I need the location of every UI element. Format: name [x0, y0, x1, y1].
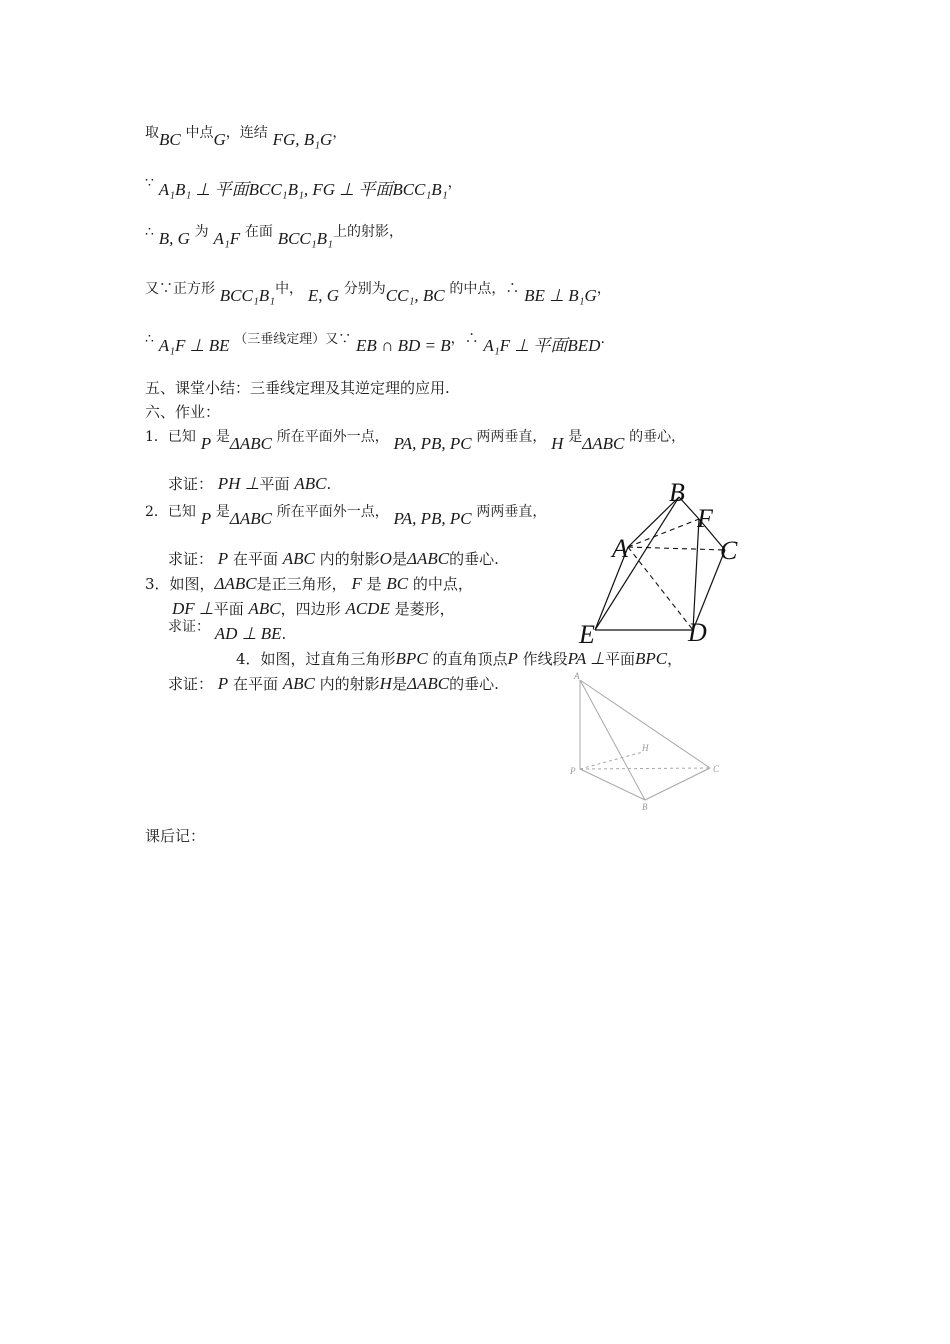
math: PA, PB, PC — [393, 509, 472, 528]
label-F: F — [697, 504, 713, 533]
problem-3 — [145, 574, 473, 594]
therefore-symbol: ∴ — [145, 224, 154, 240]
section-summary — [145, 378, 450, 398]
edge-AD-dashed — [628, 547, 693, 630]
math: A₁F — [213, 229, 241, 248]
math: PA, PB, PC — [393, 434, 472, 453]
text: . — [326, 475, 332, 493]
text: 的中点， — [412, 575, 473, 593]
text: 作线段 — [522, 650, 568, 668]
edge-AC — [580, 680, 710, 768]
text: 求证： — [168, 550, 214, 568]
text: 课后记： — [145, 827, 206, 845]
math: P — [217, 549, 229, 568]
section-homework — [145, 402, 220, 422]
text: 中， — [275, 281, 304, 297]
math: H — [551, 434, 564, 453]
figure-2-geometry — [565, 670, 735, 815]
text: 所在平面外一点， — [276, 504, 389, 520]
proof-line-1 — [145, 125, 347, 151]
label-H: H — [642, 743, 649, 753]
text: 3．如图， — [145, 575, 215, 593]
label-D: D — [688, 618, 707, 647]
math: ΔABC — [214, 574, 257, 593]
text: 是 — [215, 429, 230, 445]
math: BC — [159, 130, 181, 149]
edge-FD — [693, 519, 699, 630]
math: A₁F ⊥ BE — [158, 336, 230, 355]
math: ΔABC — [229, 434, 272, 453]
text: 又∵正方形 — [145, 281, 215, 297]
figure-1-geometry — [575, 475, 755, 650]
proof-line-3 — [145, 224, 403, 250]
therefore-symbol: ∴ — [145, 331, 154, 347]
proof-line-5 — [145, 331, 605, 358]
math: BE ⊥ B₁G — [524, 286, 597, 305]
math: A₁F ⊥ 平面BED — [483, 336, 601, 355]
math: P — [217, 674, 229, 693]
text: 在面 — [244, 224, 273, 240]
math: ΔABC — [582, 434, 625, 453]
text: 六、作业： — [145, 403, 221, 421]
math: H — [379, 674, 392, 693]
text: 是正三角形， — [256, 575, 347, 593]
math: BCC₁B₁ — [219, 286, 276, 305]
text: 内的射影 — [319, 675, 380, 693]
math: A₁B₁ ⊥ 平面BCC₁B₁, FG ⊥ 平面BCC₁B₁ — [158, 180, 448, 199]
text: 中点 — [185, 125, 214, 141]
math: ABC — [282, 549, 315, 568]
label-B: B — [642, 802, 648, 812]
math: ABC — [248, 599, 281, 618]
edge-PH-dashed — [580, 752, 643, 769]
math: CC₁, BC — [385, 286, 445, 305]
text: 两两垂直， — [476, 429, 547, 445]
math: ABC — [282, 674, 315, 693]
edge-AB — [580, 680, 645, 800]
label-A: A — [612, 534, 628, 563]
math: P — [200, 509, 212, 528]
text: 2．已知 — [145, 504, 196, 520]
edge-PC-dashed — [580, 768, 710, 769]
label-E: E — [579, 620, 595, 649]
proof-line-4 — [145, 281, 611, 307]
text: 平面 — [604, 650, 635, 668]
text: 4．如图，过直角三角形 — [236, 650, 396, 668]
text: 五、课堂小结：三垂线定理及其逆定理的应用. — [145, 379, 450, 397]
math: P — [200, 434, 212, 453]
text: 的垂心. — [449, 675, 499, 693]
text: 求证： — [168, 619, 210, 635]
text: . — [600, 331, 605, 347]
text: 内的射影 — [319, 550, 380, 568]
text: . — [281, 625, 287, 643]
math: O — [379, 549, 392, 568]
text: ， — [447, 175, 462, 191]
text: 为 — [194, 224, 209, 240]
edge-BC — [645, 768, 710, 800]
math: BPC — [635, 649, 668, 668]
text: 是 — [215, 504, 230, 520]
text: ，连结 — [225, 125, 268, 141]
math: BPC — [395, 649, 428, 668]
proof-line-2 — [145, 175, 462, 201]
math: DF ⊥ — [172, 599, 214, 618]
problem-3-cond — [172, 599, 455, 619]
text: 是 — [391, 675, 407, 693]
text: ，∴ — [450, 331, 479, 347]
label-C: C — [713, 764, 720, 774]
because-symbol: ∵ — [145, 175, 154, 191]
problem-3-prove — [168, 619, 287, 645]
math: ABC — [294, 474, 327, 493]
text: 求证： — [168, 475, 214, 493]
text: 两两垂直， — [476, 504, 547, 520]
problem-2-prove — [168, 549, 499, 569]
text: 平面 — [259, 475, 290, 493]
math: E, G — [307, 286, 340, 305]
text: 在平面 — [232, 550, 278, 568]
after-class-note — [145, 826, 205, 846]
text: ， — [332, 125, 347, 141]
math: F — [351, 574, 362, 593]
problem-2 — [145, 504, 547, 530]
math: P — [507, 649, 518, 668]
text: ，四边形 — [280, 600, 341, 618]
label-P: P — [570, 766, 576, 776]
math: PA ⊥ — [567, 649, 605, 668]
math: FG, B₁G — [272, 130, 333, 149]
math: BC — [386, 574, 409, 593]
text: 的直角顶点 — [432, 650, 508, 668]
text: 的中点，∴ — [449, 281, 520, 297]
math: PH ⊥ — [217, 474, 260, 493]
text: 是菱形， — [394, 600, 455, 618]
edge-PB — [580, 769, 645, 800]
text: 的垂心. — [449, 550, 499, 568]
edge-AC-dashed — [628, 547, 725, 550]
text: 求证： — [168, 675, 214, 693]
text: 取 — [145, 125, 159, 141]
label-C: C — [720, 536, 738, 565]
text: 分别为 — [343, 281, 386, 297]
math: AD ⊥ BE — [214, 624, 282, 643]
text: ， — [596, 281, 611, 297]
text: 是 — [366, 575, 382, 593]
text: 上的射影， — [332, 224, 403, 240]
text: （三垂线定理）又∵ — [234, 332, 352, 347]
math: BCC₁B₁ — [277, 229, 333, 248]
text: 平面 — [213, 600, 244, 618]
math: ΔABC — [229, 509, 272, 528]
text: 是 — [391, 550, 407, 568]
text: 1．已知 — [145, 429, 196, 445]
math: EB ∩ BD = B — [356, 336, 451, 355]
edge-AF-dashed — [628, 519, 699, 547]
text: 的垂心， — [629, 429, 686, 445]
text: 是 — [568, 429, 583, 445]
edge-BE — [595, 497, 679, 630]
problem-1-prove — [168, 474, 331, 494]
problem-4-prove — [168, 674, 499, 694]
problem-1 — [145, 429, 686, 455]
math: ΔABC — [406, 549, 450, 568]
math: ACDE — [345, 599, 390, 618]
problem-4 — [236, 649, 682, 669]
label-B: B — [669, 478, 685, 507]
text: ， — [667, 650, 683, 668]
label-A: A — [574, 671, 580, 681]
math: B, G — [158, 229, 190, 248]
math: ΔABC — [406, 674, 450, 693]
text: 所在平面外一点， — [276, 429, 389, 445]
text: 在平面 — [232, 675, 278, 693]
math: G — [213, 130, 226, 149]
